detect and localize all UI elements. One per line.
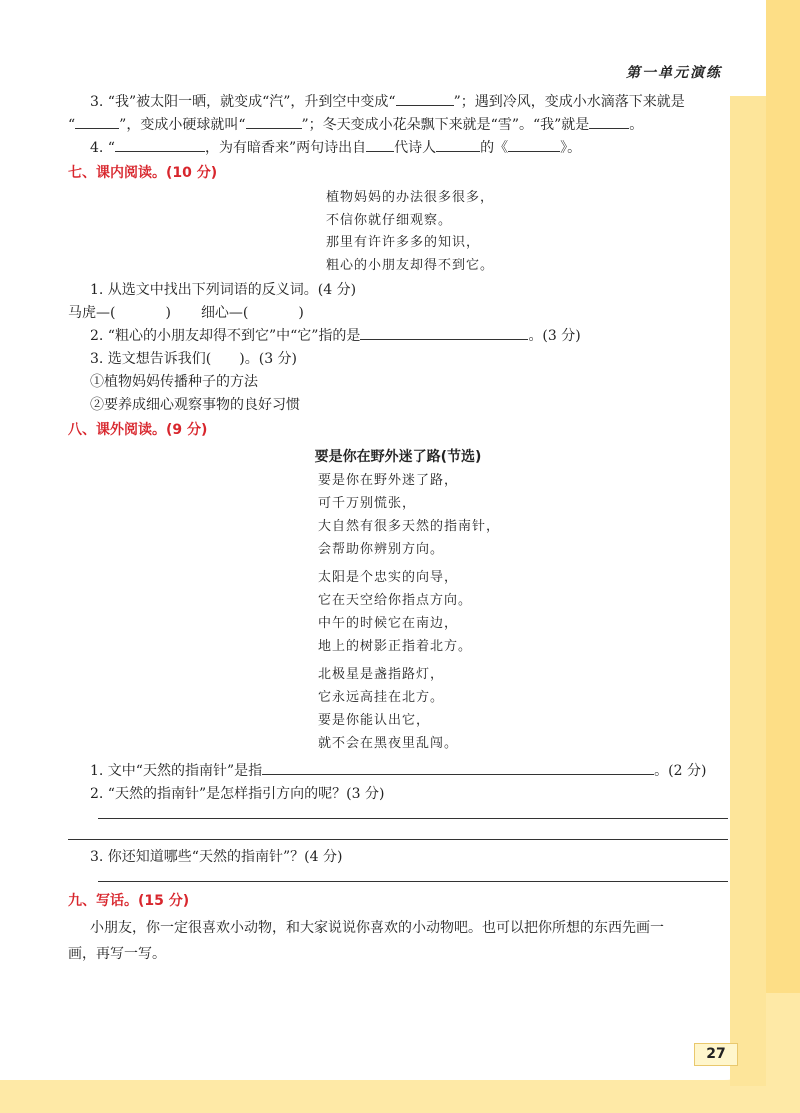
- text: ”；冬天变成小花朵飘下来就是“雪”。“我”就是: [301, 117, 590, 133]
- text: ): [165, 305, 171, 321]
- text: 3. “我”被太阳一晒，就变成“汽”，升到空中变成“: [90, 94, 396, 110]
- passage-title: 要是你在野外迷了路(节选): [314, 449, 482, 465]
- answer-blank[interactable]: [366, 137, 394, 152]
- poem-stanza: [318, 469, 728, 561]
- text: ): [298, 305, 304, 321]
- text: 。(3 分): [528, 328, 581, 344]
- answer-line[interactable]: [98, 881, 728, 882]
- answer-line[interactable]: [68, 839, 728, 840]
- poem-line: 中午的时候它在南边，: [318, 616, 459, 631]
- section8-heading: 八、课外阅读。(9 分): [68, 422, 208, 438]
- section7-poem: [68, 187, 728, 277]
- text: ”，变成小硬球就叫“: [119, 117, 246, 133]
- s8-q3: 3. 你还知道哪些“天然的指南针”？(4 分): [90, 849, 343, 865]
- s9-line2: 画，再写一写。: [68, 946, 166, 962]
- poem-line: 太阳是个忠实的向导，: [318, 570, 459, 585]
- answer-blank[interactable]: [75, 114, 119, 129]
- poem-line: 可千万别慌张，: [318, 496, 417, 511]
- text: “: [68, 117, 76, 133]
- q4-line: [68, 137, 728, 160]
- poem-line: 那里有许许多多的知识，: [326, 235, 481, 250]
- q3-line2: [68, 114, 728, 137]
- text: 3. 选文想告诉我们(: [90, 351, 212, 367]
- poem-line: 它在天空给你指点方向。: [318, 593, 473, 608]
- answer-line[interactable]: [98, 818, 728, 819]
- q3-line1: [68, 91, 728, 114]
- answer-blank[interactable]: [360, 325, 528, 340]
- text: ，为有暗香来”两句诗出自: [204, 140, 367, 156]
- page-content: [68, 88, 728, 966]
- answer-blank[interactable]: [246, 114, 302, 129]
- answer-blank[interactable]: [262, 760, 654, 775]
- s8-q1: [68, 760, 728, 783]
- section8-poem: [68, 469, 728, 755]
- poem-line: 它永远高挂在北方。: [318, 690, 445, 705]
- answer-blank[interactable]: [115, 137, 205, 152]
- answer-blank[interactable]: [396, 91, 454, 106]
- poem-line: 大自然有很多天然的指南针，: [318, 519, 501, 534]
- page-number: 27: [694, 1043, 738, 1066]
- section9-heading: 九、写话。(15 分): [68, 893, 190, 909]
- text: )。(3 分): [239, 351, 298, 367]
- poem-line: 要是你能认出它，: [318, 713, 431, 728]
- poem-stanza: [318, 663, 728, 755]
- side-stripe: [730, 96, 766, 1086]
- poem-line: 不信你就仔细观察。: [326, 212, 453, 228]
- text: 代诗人: [394, 140, 437, 156]
- poem-line: 会帮助你辨别方向。: [318, 542, 445, 557]
- text: ”；遇到冷风，变成小水滴落下来就是: [453, 94, 685, 110]
- poem-line: 植物妈妈的办法很多很多，: [326, 190, 495, 205]
- unit-title: 第一单元演练: [626, 65, 722, 81]
- s7-q2: [68, 325, 728, 348]
- answer-blank[interactable]: [508, 137, 560, 152]
- s7-q1: 1. 从选文中找出下列词语的反义词。(4 分): [90, 282, 357, 298]
- section7-heading: 七、课内阅读。(10 分): [68, 165, 218, 181]
- poem-line: 就不会在黑夜里乱闯。: [318, 736, 459, 751]
- s7-q3: [68, 348, 728, 371]
- poem-line: 地上的树影正指着北方。: [318, 639, 473, 654]
- s7-q1-answers: [68, 302, 728, 325]
- answer-blank[interactable]: [436, 137, 480, 152]
- text: 1. 文中“天然的指南针”是指: [90, 763, 263, 779]
- s7-option-2: ②要养成细心观察事物的良好习惯: [90, 397, 300, 413]
- s9-line1: 小朋友，你一定很喜欢小动物，和大家说说你喜欢的小动物吧。也可以把你所想的东西先画一: [90, 920, 664, 936]
- text: 细心—(: [200, 305, 249, 321]
- poem-line: 北极星是盏指路灯，: [318, 667, 445, 682]
- poem-line: 粗心的小朋友却得不到它。: [326, 257, 495, 273]
- poem-line: 要是你在野外迷了路，: [318, 473, 459, 488]
- text: 》。: [560, 140, 582, 156]
- answer-blank[interactable]: [589, 114, 629, 129]
- text: 2. “粗心的小朋友却得不到它”中“它”指的是: [90, 328, 361, 344]
- s7-option-1: ①植物妈妈传播种子的方法: [90, 374, 258, 390]
- text: 。(2 分): [654, 763, 707, 779]
- s8-q2: 2. “天然的指南针”是怎样指引方向的呢？(3 分): [90, 786, 385, 802]
- text: 4. “: [90, 140, 115, 156]
- text: 的《: [480, 140, 509, 156]
- text: 。: [629, 117, 644, 133]
- text: 马虎—(: [68, 305, 116, 321]
- poem-stanza: [318, 566, 728, 658]
